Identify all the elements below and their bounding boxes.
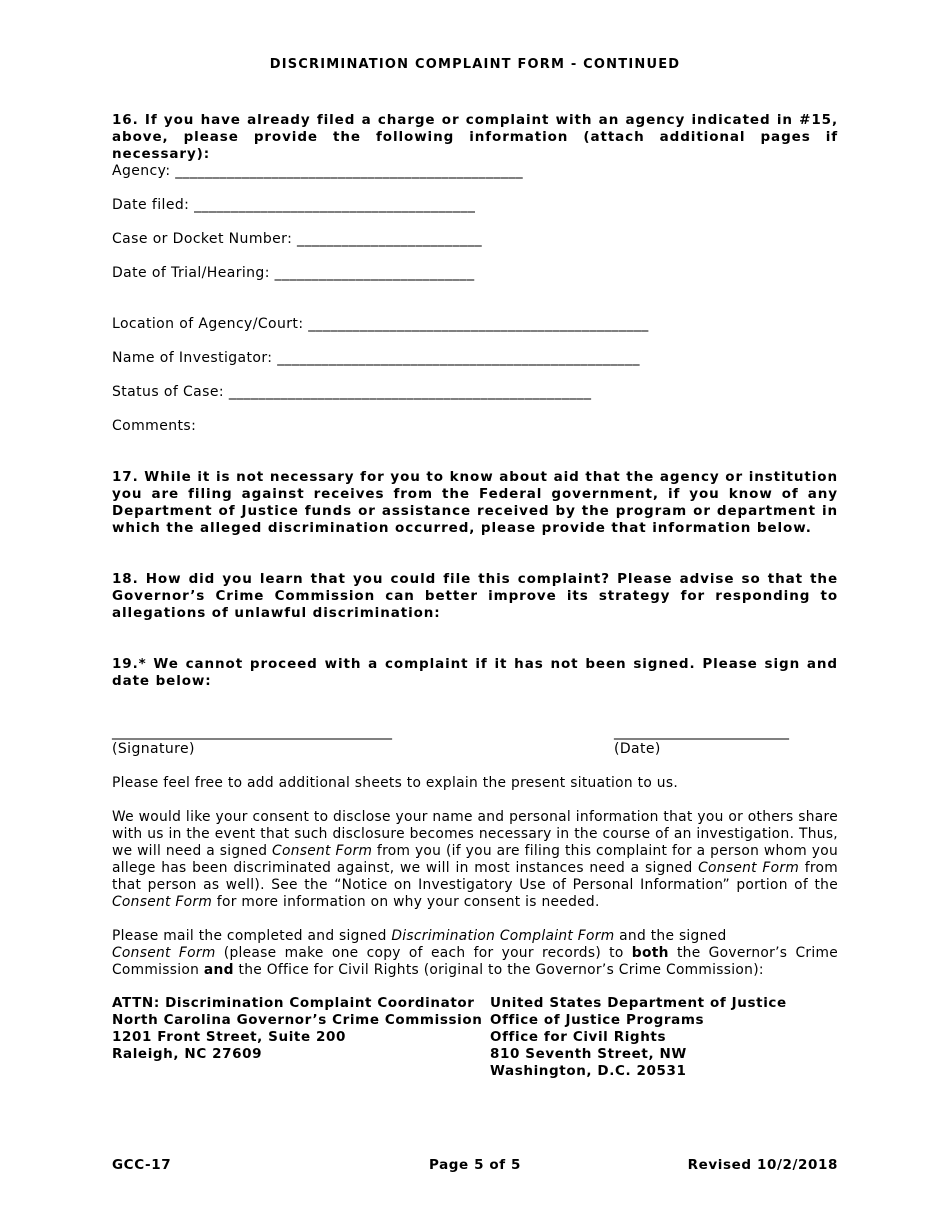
question-17: 17. While it is not necessary for you to know about aid that the agency or institution you are filing against receives from the Federal government, if you know of any Department of Justice funds or assistance received by the program or department in which the alleged discrimination occurred, please provide that information below. bbox=[112, 469, 838, 536]
page-title: DISCRIMINATION COMPLAINT FORM - CONTINUED bbox=[269, 57, 681, 72]
address-line: Washington, D.C. 20531 bbox=[490, 1063, 687, 1079]
date-filed-field[interactable]: Date filed: ______________________________________ bbox=[112, 197, 476, 213]
agency-field[interactable]: Agency: _______________________________________________ bbox=[112, 163, 524, 179]
consent-text-4: for more information on why your consent is needed. bbox=[212, 894, 600, 910]
comments-label: Comments: bbox=[112, 418, 197, 434]
signature-line[interactable]: ________________________________________ bbox=[112, 724, 392, 740]
question-18: 18. How did you learn that you could file this complaint? Please advise so that the Governor’s Crime Commission can better improve its strategy for responding to allegations of unlawful discrimination: bbox=[112, 571, 838, 621]
mail-text-3: (please make one copy of each for your records) to bbox=[215, 945, 632, 961]
consent-form-term: Consent Form bbox=[112, 894, 213, 910]
address-line: 1201 Front Street, Suite 200 bbox=[112, 1029, 347, 1045]
case-number-field[interactable]: Case or Docket Number: _________________________ bbox=[112, 231, 483, 247]
mail-text-5: the Office for Civil Rights (original to the Governor’s Crime Commission): bbox=[233, 962, 764, 978]
consent-form-term: Consent Form bbox=[112, 945, 216, 961]
address-line: 810 Seventh Street, NW bbox=[490, 1046, 687, 1062]
form-id: GCC-17 bbox=[112, 1157, 172, 1173]
address-line: North Carolina Governor’s Crime Commission bbox=[112, 1012, 483, 1028]
revised-date: Revised 10/2/2018 bbox=[687, 1157, 838, 1173]
consent-paragraph bbox=[112, 809, 838, 911]
consent-text-1: We would like your consent to disclose your name and personal information that you or others share with us in the event that such disclosure becomes necessary in the course of an investigation. Thus, we will need a signed bbox=[112, 809, 838, 859]
consent-form-term: Consent Form bbox=[272, 843, 373, 859]
both-emphasis: both bbox=[631, 945, 669, 961]
question-19: 19.* We cannot proceed with a complaint if it has not been signed. Please sign and date below: bbox=[112, 656, 838, 689]
consent-text-3: from that person as well). See the “Notice on Investigatory Use of Personal Information” portion of the bbox=[112, 860, 839, 893]
mail-paragraph bbox=[112, 928, 838, 979]
and-emphasis: and bbox=[203, 962, 234, 978]
mail-text-4: the Governor’s Crime Commission bbox=[112, 945, 839, 978]
consent-form-term: Consent Form bbox=[698, 860, 800, 876]
address-ocr bbox=[490, 995, 787, 1080]
address-line: Office of Justice Programs bbox=[490, 1012, 705, 1028]
signature-label: (Signature) bbox=[112, 741, 195, 757]
mail-text-2: and the signed bbox=[614, 928, 727, 944]
address-line: ATTN: Discrimination Complaint Coordinator bbox=[112, 995, 475, 1011]
question-16: 16. If you have already filed a charge or complaint with an agency indicated in #15, above, please provide the following information (attach additional pages if necessary): bbox=[112, 112, 838, 162]
location-field[interactable]: Location of Agency/Court: ______________________________________________ bbox=[112, 316, 649, 332]
address-line: United States Department of Justice bbox=[490, 995, 787, 1011]
complaint-form-term: Discrimination Complaint Form bbox=[391, 928, 615, 944]
date-line[interactable]: _________________________ bbox=[614, 724, 789, 740]
address-gcc bbox=[112, 995, 482, 1063]
mail-text-1: Please mail the completed and signed bbox=[112, 928, 392, 944]
consent-text-2: from you (if you are filing this complaint for a person whom you allege has been discriminated against, we will in most instances need a signed bbox=[112, 843, 838, 876]
page-number: Page 5 of 5 bbox=[428, 1157, 522, 1173]
extra-sheets-note: Please feel free to add additional sheets to explain the present situation to us. bbox=[112, 775, 679, 791]
address-line: Office for Civil Rights bbox=[490, 1029, 667, 1045]
date-label: (Date) bbox=[614, 741, 661, 757]
trial-date-field[interactable]: Date of Trial/Hearing: ___________________________ bbox=[112, 265, 475, 281]
status-field[interactable]: Status of Case: _________________________________________________ bbox=[112, 384, 592, 400]
address-line: Raleigh, NC 27609 bbox=[112, 1046, 263, 1062]
investigator-field[interactable]: Name of Investigator: _________________________________________________ bbox=[112, 350, 640, 366]
